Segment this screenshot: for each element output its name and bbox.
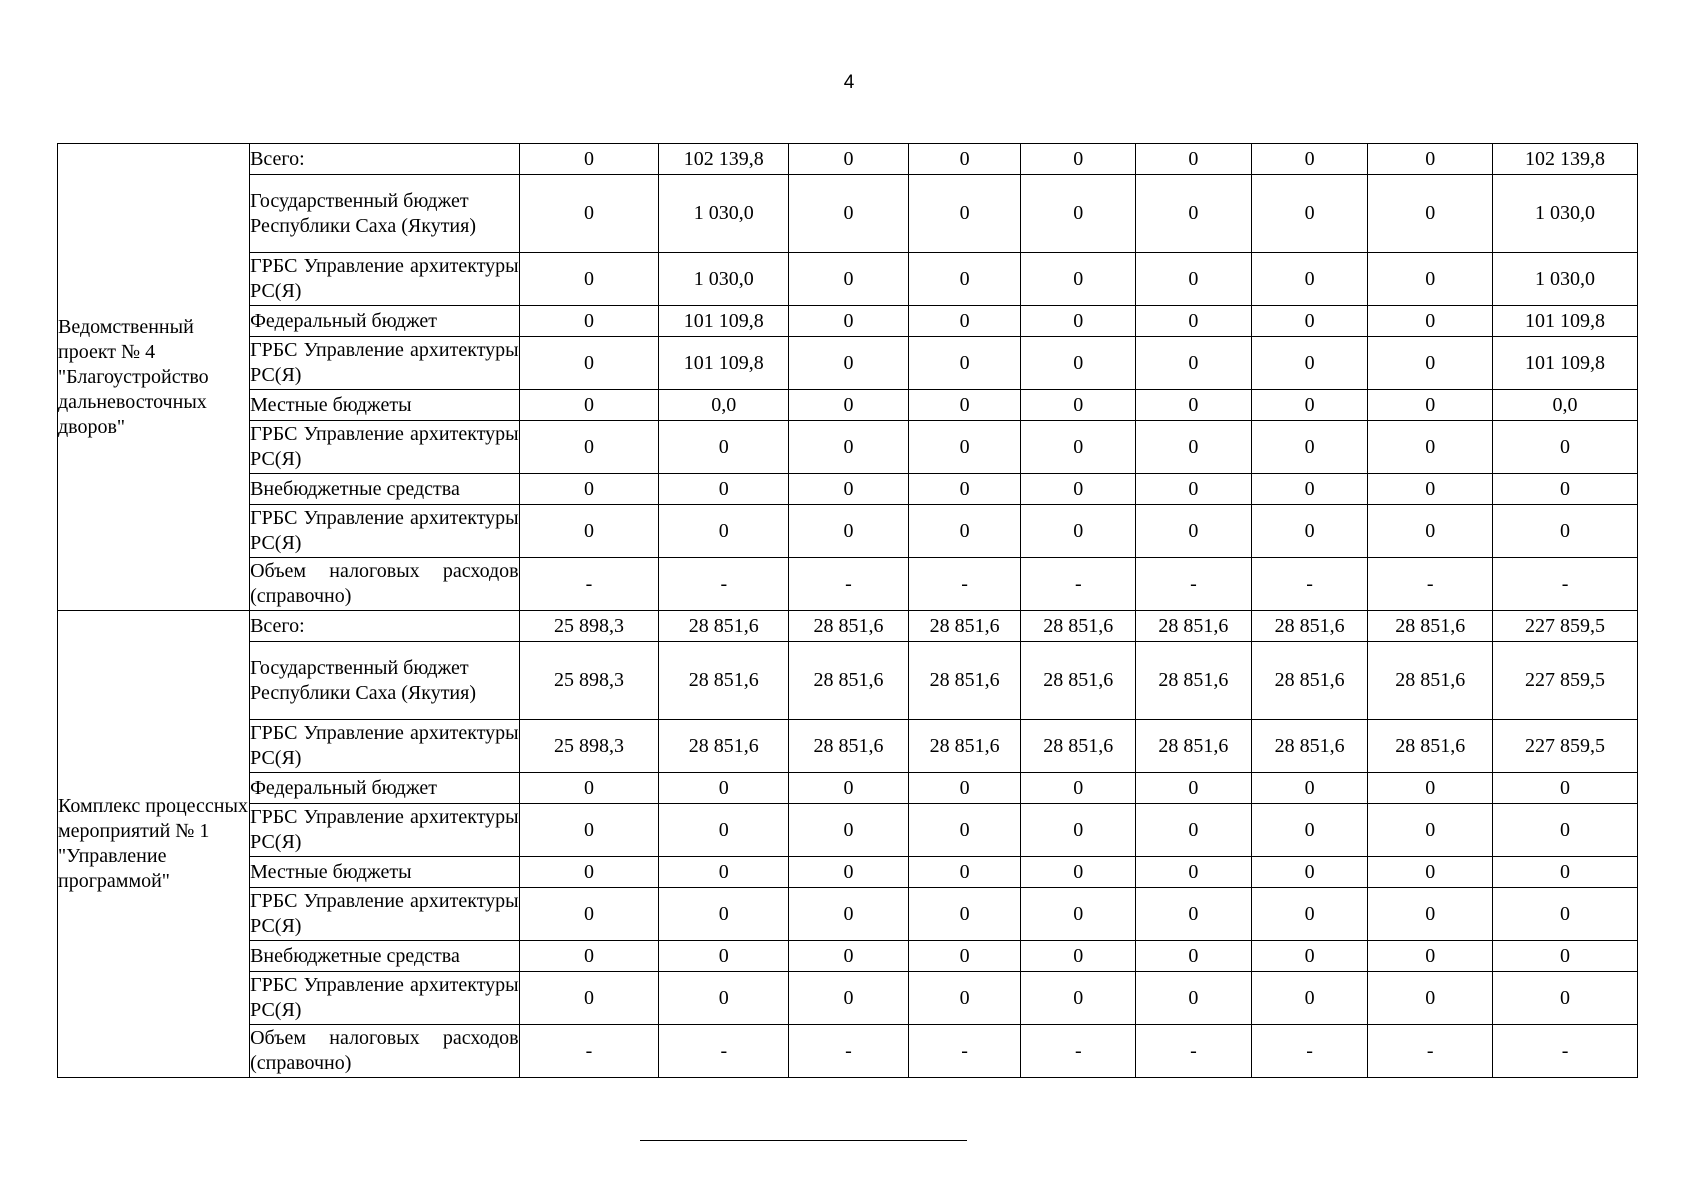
value-cell: 28 851,6	[659, 611, 789, 642]
row-label-cell: Внебюджетные средства	[250, 941, 520, 972]
value-cell: 0	[1368, 337, 1493, 390]
value-cell: -	[1021, 558, 1136, 611]
value-cell: -	[519, 1025, 659, 1078]
value-cell: 28 851,6	[1368, 611, 1493, 642]
value-cell: 0	[908, 972, 1021, 1025]
value-cell: 0	[1021, 941, 1136, 972]
row-label-cell: ГРБС Управление архитектуры РС(Я)	[250, 421, 520, 474]
value-cell: 28 851,6	[789, 642, 909, 720]
value-cell: 0	[1021, 144, 1136, 175]
value-cell: 0	[789, 390, 909, 421]
value-cell: 0	[1493, 421, 1638, 474]
value-cell: 0	[519, 941, 659, 972]
table-row	[58, 1025, 1638, 1078]
row-label-cell: ГРБС Управление архитектуры РС(Я)	[250, 804, 520, 857]
value-cell: 0	[908, 804, 1021, 857]
value-cell: 0	[1136, 144, 1252, 175]
value-cell: 0	[1021, 474, 1136, 505]
value-cell: 0	[1251, 888, 1368, 941]
value-cell: 101 109,8	[1493, 337, 1638, 390]
value-cell: -	[908, 1025, 1021, 1078]
group-title-cell: Комплекс процессных мероприятий № 1 "Управление программой"	[58, 611, 250, 1078]
table-row	[58, 611, 1638, 642]
value-cell: 0	[908, 175, 1021, 253]
value-cell: 1 030,0	[659, 253, 789, 306]
row-label-cell: Государственный бюджет Республики Саха (Якутия)	[250, 642, 520, 720]
value-cell: 28 851,6	[1021, 611, 1136, 642]
value-cell: -	[659, 1025, 789, 1078]
value-cell: 28 851,6	[1021, 720, 1136, 773]
value-cell: 0	[908, 857, 1021, 888]
value-cell: 0	[659, 941, 789, 972]
value-cell: 0	[519, 804, 659, 857]
value-cell: 0	[1136, 941, 1252, 972]
value-cell: 0	[908, 773, 1021, 804]
value-cell: 0	[908, 941, 1021, 972]
table-row	[58, 144, 1638, 175]
table-row	[58, 972, 1638, 1025]
value-cell: 0	[1368, 972, 1493, 1025]
value-cell: 0	[1021, 337, 1136, 390]
value-cell: 0	[1021, 421, 1136, 474]
value-cell: 0	[1021, 253, 1136, 306]
row-label-cell: Федеральный бюджет	[250, 773, 520, 804]
value-cell: 0	[1368, 857, 1493, 888]
table-row	[58, 857, 1638, 888]
row-label-cell: Объем налоговых расходов (справочно)	[250, 558, 520, 611]
value-cell: 0	[1368, 253, 1493, 306]
value-cell: 0	[789, 804, 909, 857]
value-cell: 0	[1136, 505, 1252, 558]
value-cell: 0	[789, 306, 909, 337]
value-cell: 0	[789, 857, 909, 888]
value-cell: 1 030,0	[1493, 175, 1638, 253]
value-cell: 0	[908, 144, 1021, 175]
value-cell: 101 109,8	[1493, 306, 1638, 337]
value-cell: 0	[789, 773, 909, 804]
value-cell: -	[1251, 1025, 1368, 1078]
value-cell: 0	[908, 390, 1021, 421]
value-cell: 0	[1251, 390, 1368, 421]
value-cell: 0	[519, 390, 659, 421]
value-cell: 0	[1368, 421, 1493, 474]
value-cell: 227 859,5	[1493, 642, 1638, 720]
table-row	[58, 642, 1638, 720]
row-label-cell: ГРБС Управление архитектуры РС(Я)	[250, 505, 520, 558]
value-cell: 0	[1368, 306, 1493, 337]
value-cell: 0	[789, 175, 909, 253]
row-label-cell: Местные бюджеты	[250, 857, 520, 888]
value-cell: 0	[789, 253, 909, 306]
value-cell: 0	[1493, 474, 1638, 505]
value-cell: 0	[789, 144, 909, 175]
row-label-cell: ГРБС Управление архитектуры РС(Я)	[250, 253, 520, 306]
value-cell: 0	[519, 421, 659, 474]
table-row	[58, 421, 1638, 474]
row-label-cell: Объем налоговых расходов (справочно)	[250, 1025, 520, 1078]
value-cell: 0	[1136, 972, 1252, 1025]
value-cell: 0	[1251, 306, 1368, 337]
value-cell: 28 851,6	[1021, 642, 1136, 720]
value-cell: 0	[1136, 337, 1252, 390]
value-cell: 0	[659, 857, 789, 888]
value-cell: -	[1368, 558, 1493, 611]
table-row	[58, 474, 1638, 505]
value-cell: 0	[908, 421, 1021, 474]
table-row	[58, 337, 1638, 390]
value-cell: 25 898,3	[519, 720, 659, 773]
value-cell: -	[1493, 1025, 1638, 1078]
value-cell: 0	[789, 941, 909, 972]
value-cell: 0	[1021, 857, 1136, 888]
value-cell: 0	[1368, 474, 1493, 505]
value-cell: 0	[908, 474, 1021, 505]
value-cell: 0	[908, 337, 1021, 390]
budget-table	[57, 143, 1638, 1078]
value-cell: 102 139,8	[1493, 144, 1638, 175]
value-cell: -	[1021, 1025, 1136, 1078]
value-cell: 0	[1368, 773, 1493, 804]
value-cell: 0	[1021, 505, 1136, 558]
value-cell: 0	[1251, 474, 1368, 505]
table-row	[58, 720, 1638, 773]
row-label-cell: ГРБС Управление архитектуры РС(Я)	[250, 972, 520, 1025]
value-cell: 101 109,8	[659, 306, 789, 337]
value-cell: 28 851,6	[1251, 720, 1368, 773]
value-cell: 28 851,6	[1136, 642, 1252, 720]
value-cell: 0	[519, 144, 659, 175]
value-cell: 28 851,6	[908, 642, 1021, 720]
value-cell: 0	[1368, 390, 1493, 421]
value-cell: -	[789, 1025, 909, 1078]
value-cell: -	[1251, 558, 1368, 611]
value-cell: 0	[519, 337, 659, 390]
value-cell: 0	[1021, 972, 1136, 1025]
value-cell: 0	[659, 804, 789, 857]
value-cell: 0	[1251, 505, 1368, 558]
value-cell: 28 851,6	[789, 720, 909, 773]
value-cell: 0	[1251, 421, 1368, 474]
value-cell: 0	[1136, 421, 1252, 474]
value-cell: 28 851,6	[659, 642, 789, 720]
row-label-cell: ГРБС Управление архитектуры РС(Я)	[250, 337, 520, 390]
value-cell: 0	[1368, 175, 1493, 253]
value-cell: 0	[1493, 972, 1638, 1025]
value-cell: 0	[519, 972, 659, 1025]
value-cell: 0	[789, 505, 909, 558]
value-cell: 28 851,6	[1251, 611, 1368, 642]
value-cell: 0	[1493, 505, 1638, 558]
table-row	[58, 390, 1638, 421]
footer-rule	[640, 1140, 967, 1141]
value-cell: -	[1136, 558, 1252, 611]
value-cell: 28 851,6	[908, 611, 1021, 642]
value-cell: 102 139,8	[659, 144, 789, 175]
table-row	[58, 941, 1638, 972]
value-cell: -	[1368, 1025, 1493, 1078]
value-cell: 0	[908, 253, 1021, 306]
value-cell: 0	[659, 474, 789, 505]
value-cell: 0	[789, 972, 909, 1025]
value-cell: 0	[1021, 175, 1136, 253]
row-label-cell: Государственный бюджет Республики Саха (Якутия)	[250, 175, 520, 253]
table-row	[58, 253, 1638, 306]
value-cell: 0	[659, 421, 789, 474]
value-cell: 28 851,6	[1136, 720, 1252, 773]
value-cell: 227 859,5	[1493, 720, 1638, 773]
row-label-cell: ГРБС Управление архитектуры РС(Я)	[250, 720, 520, 773]
group-title-cell: Ведомственный проект № 4 "Благоустройство дальневосточных дворов"	[58, 144, 250, 611]
value-cell: 28 851,6	[1136, 611, 1252, 642]
value-cell: 0	[1493, 804, 1638, 857]
value-cell: 0	[1021, 888, 1136, 941]
value-cell: 0	[1368, 941, 1493, 972]
value-cell: 28 851,6	[789, 611, 909, 642]
value-cell: 0,0	[1493, 390, 1638, 421]
table-row	[58, 804, 1638, 857]
value-cell: 227 859,5	[1493, 611, 1638, 642]
value-cell: 0	[1136, 390, 1252, 421]
value-cell: -	[789, 558, 909, 611]
value-cell: 0	[1136, 857, 1252, 888]
value-cell: 1 030,0	[659, 175, 789, 253]
row-label-cell: Всего:	[250, 144, 520, 175]
value-cell: 0	[1368, 505, 1493, 558]
value-cell: -	[908, 558, 1021, 611]
value-cell: 0	[1251, 253, 1368, 306]
value-cell: 0	[659, 888, 789, 941]
value-cell: 0	[789, 337, 909, 390]
value-cell: 25 898,3	[519, 642, 659, 720]
table-row	[58, 888, 1638, 941]
value-cell: 0	[789, 888, 909, 941]
value-cell: 0	[1136, 306, 1252, 337]
value-cell: 0	[519, 857, 659, 888]
value-cell: 0	[519, 505, 659, 558]
value-cell: 0	[1136, 474, 1252, 505]
value-cell: 0	[1251, 941, 1368, 972]
value-cell: 0	[1368, 888, 1493, 941]
value-cell: 0	[1021, 306, 1136, 337]
value-cell: 28 851,6	[908, 720, 1021, 773]
value-cell: 0	[519, 306, 659, 337]
value-cell: 0	[1251, 144, 1368, 175]
value-cell: -	[659, 558, 789, 611]
value-cell: 0	[1493, 888, 1638, 941]
value-cell: 0	[1021, 773, 1136, 804]
value-cell: 0	[1136, 773, 1252, 804]
table-row	[58, 505, 1638, 558]
row-label-cell: Федеральный бюджет	[250, 306, 520, 337]
value-cell: 0	[1021, 390, 1136, 421]
value-cell: 0	[659, 972, 789, 1025]
value-cell: 25 898,3	[519, 611, 659, 642]
value-cell: 0	[1493, 857, 1638, 888]
value-cell: 0	[908, 306, 1021, 337]
value-cell: 0	[908, 888, 1021, 941]
page-number: 4	[843, 72, 855, 93]
value-cell: 0	[659, 505, 789, 558]
value-cell: 0	[789, 421, 909, 474]
table-body	[58, 144, 1638, 1078]
value-cell: -	[1136, 1025, 1252, 1078]
value-cell: 28 851,6	[1251, 642, 1368, 720]
table-row	[58, 773, 1638, 804]
value-cell: 0	[1136, 804, 1252, 857]
value-cell: 0	[1251, 804, 1368, 857]
value-cell: 0	[1251, 857, 1368, 888]
value-cell: 0	[519, 175, 659, 253]
value-cell: 1 030,0	[1493, 253, 1638, 306]
row-label-cell: Всего:	[250, 611, 520, 642]
value-cell: 28 851,6	[659, 720, 789, 773]
value-cell: 0	[1368, 144, 1493, 175]
value-cell: 0	[1251, 972, 1368, 1025]
value-cell: 0	[1136, 253, 1252, 306]
value-cell: 0	[1021, 804, 1136, 857]
value-cell: 0,0	[659, 390, 789, 421]
value-cell: 0	[1136, 888, 1252, 941]
table-row	[58, 558, 1638, 611]
value-cell: 0	[1251, 337, 1368, 390]
value-cell: 0	[1368, 804, 1493, 857]
value-cell: 101 109,8	[659, 337, 789, 390]
row-label-cell: Внебюджетные средства	[250, 474, 520, 505]
value-cell: -	[1493, 558, 1638, 611]
value-cell: 0	[1251, 175, 1368, 253]
row-label-cell: ГРБС Управление архитектуры РС(Я)	[250, 888, 520, 941]
value-cell: 0	[519, 773, 659, 804]
value-cell: 0	[789, 474, 909, 505]
value-cell: 0	[519, 253, 659, 306]
table-row	[58, 306, 1638, 337]
table-row	[58, 175, 1638, 253]
value-cell: 0	[519, 474, 659, 505]
value-cell: 0	[1251, 773, 1368, 804]
value-cell: 0	[659, 773, 789, 804]
value-cell: 0	[1136, 175, 1252, 253]
value-cell: 0	[1493, 773, 1638, 804]
value-cell: 0	[1493, 941, 1638, 972]
value-cell: -	[519, 558, 659, 611]
value-cell: 28 851,6	[1368, 642, 1493, 720]
value-cell: 0	[519, 888, 659, 941]
value-cell: 28 851,6	[1368, 720, 1493, 773]
value-cell: 0	[908, 505, 1021, 558]
row-label-cell: Местные бюджеты	[250, 390, 520, 421]
